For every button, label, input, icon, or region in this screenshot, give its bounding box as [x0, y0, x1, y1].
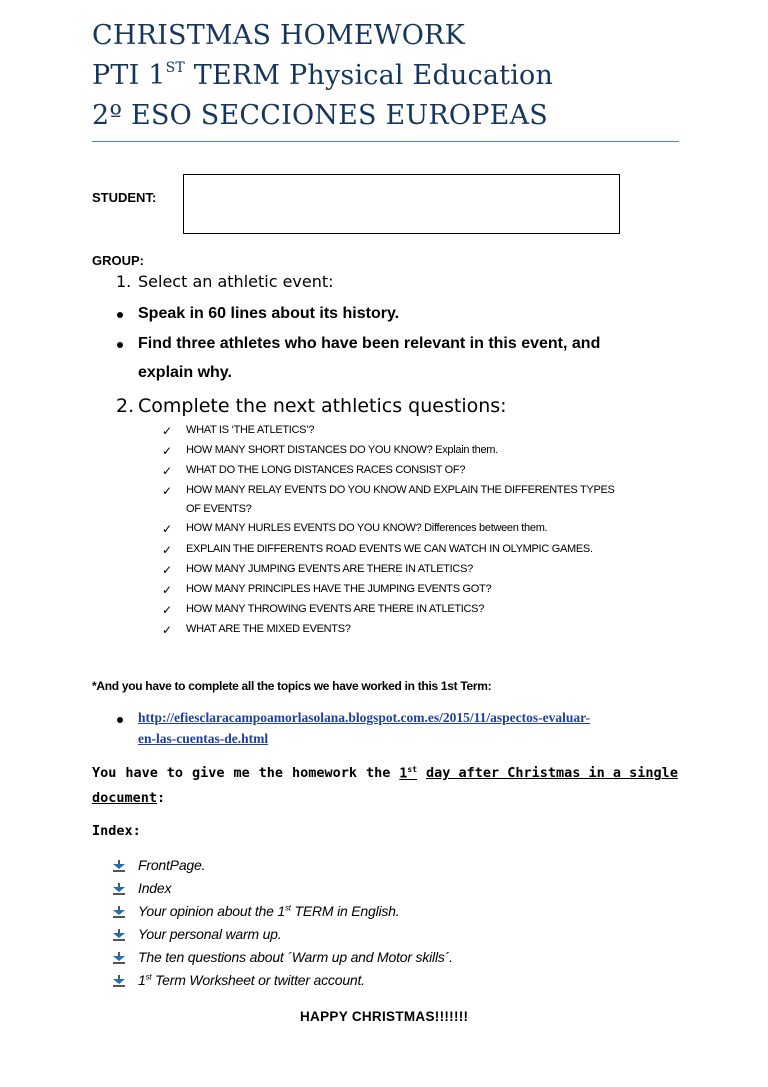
title-line-1: CHRISTMAS HOMEWORK — [92, 20, 465, 51]
index-item: Index — [138, 880, 172, 896]
closing-greeting: HAPPY CHRISTMAS!!!!!!! — [300, 1009, 469, 1024]
bullet-dot — [117, 312, 123, 318]
check-icon: ✓ — [162, 424, 172, 438]
title-line-2: PTI 1ST TERM Physical Education — [92, 60, 554, 91]
check-icon: ✓ — [162, 444, 172, 458]
check-icon: ✓ — [162, 543, 172, 557]
blog-link-cont[interactable]: en-las-cuentas-de.html — [138, 731, 269, 746]
check-icon: ✓ — [162, 603, 172, 617]
check-icon: ✓ — [162, 583, 172, 597]
check-icon: ✓ — [162, 563, 172, 577]
arrow-bullet-icon — [113, 975, 125, 987]
arrow-bullet-icon — [113, 952, 125, 964]
check-icon: ✓ — [162, 522, 172, 536]
group-label: GROUP: — [92, 253, 144, 268]
task-2: 2. Complete the next athletics questions: — [116, 395, 507, 417]
index-item: 1st Term Worksheet or twitter account. — [138, 972, 365, 988]
title-divider — [92, 141, 679, 142]
arrow-bullet-icon — [113, 906, 125, 918]
bullet-dot — [117, 717, 123, 723]
student-name-box — [183, 174, 620, 234]
arrow-bullet-icon — [113, 883, 125, 895]
index-item: FrontPage. — [138, 857, 206, 873]
task-1-bullet-1: Speak in 60 lines about its history. — [138, 305, 400, 322]
document-page: CHRISTMAS HOMEWORK PTI 1ST TERM Physical Education 2º ESO SECCIONES EUROPEAS STUDENT: GROUP: 1. Select an athletic event: Speak in 60 lines about its history. Find three athletes who have been relevant in this event, and explain why. 2. Complete the next athletics questions: ✓ WHAT IS ‘THE ATLETICS’? ✓ HOW MANY SHORT DISTANCES DO YOU KNOW? Explain them. ✓ WHAT DO THE LONG DISTANCES RACES CONSIST OF? ✓ HOW MANY RELAY EVENTS DO YOU KNOW AND EXPLAIN THE DIFFERENTES TYPES OF EVENTS? ✓ HOW MANY HURLES EVENTS DO YOU KNOW? Differences between them. ✓ EXPLAIN THE DIFFERENTS ROAD EVENTS WE CAN WATCH IN OLYMPIC GAMES. ✓ HOW MANY JUMPING EVENTS ARE THERE IN ATLETICS? ✓ HOW MANY PRINCIPLES HAVE THE JUMPING EVENTS GOT? ✓ HOW MANY THROWING EVENTS ARE THERE IN ATLETICS? ✓ WHAT ARE THE MIXED EVENTS? *And you have to complete all the topics we have worked in this 1st Term: http://efiesclaracampoamorlasolana.blogspot.com.es/2015/11/aspectos-evaluar- en-las-cuentas-de.html You have to give me the homework the 1st day after Christmas in a single document: Index: FrontPage. Index Your opinion about the 1st TERM in English. Your personal warm up. The ten questions about ´Warm up and Motor skills´. 1st Term Worksheet or twitter account. HAPPY CHRISTMAS!!!!!!! — [92, 20, 678, 1024]
instruction-line-2: document: — [92, 790, 166, 806]
index-item: Your opinion about the 1st TERM in English. — [138, 903, 400, 919]
arrow-bullet-icon — [113, 860, 125, 872]
check-icon: ✓ — [162, 464, 172, 478]
index-item: Your personal warm up. — [138, 926, 282, 942]
student-label: STUDENT: — [92, 190, 157, 205]
index-label: Index: — [92, 823, 141, 839]
task-1-bullet-2-cont: explain why. — [138, 364, 232, 381]
title-line-3: 2º ESO SECCIONES EUROPEAS — [92, 100, 548, 131]
check-icon: ✓ — [162, 484, 172, 498]
task-1-bullet-2: Find three athletes who have been relevant in this event, and — [138, 335, 601, 352]
check-icon: ✓ — [162, 623, 172, 637]
task-1: 1. Select an athletic event: — [116, 272, 334, 291]
instruction-line-1: You have to give me the homework the 1st day after Christmas in a single — [92, 765, 678, 782]
index-item: The ten questions about ´Warm up and Motor skills´. — [138, 949, 453, 965]
bullet-dot — [117, 342, 123, 348]
arrow-bullet-icon — [113, 929, 125, 941]
topics-note: *And you have to complete all the topics we have worked in this 1st Term: — [92, 679, 492, 693]
blog-link[interactable]: http://efiesclaracampoamorlasolana.blogspot.com.es/2015/11/aspectos-evaluar- — [138, 710, 591, 725]
